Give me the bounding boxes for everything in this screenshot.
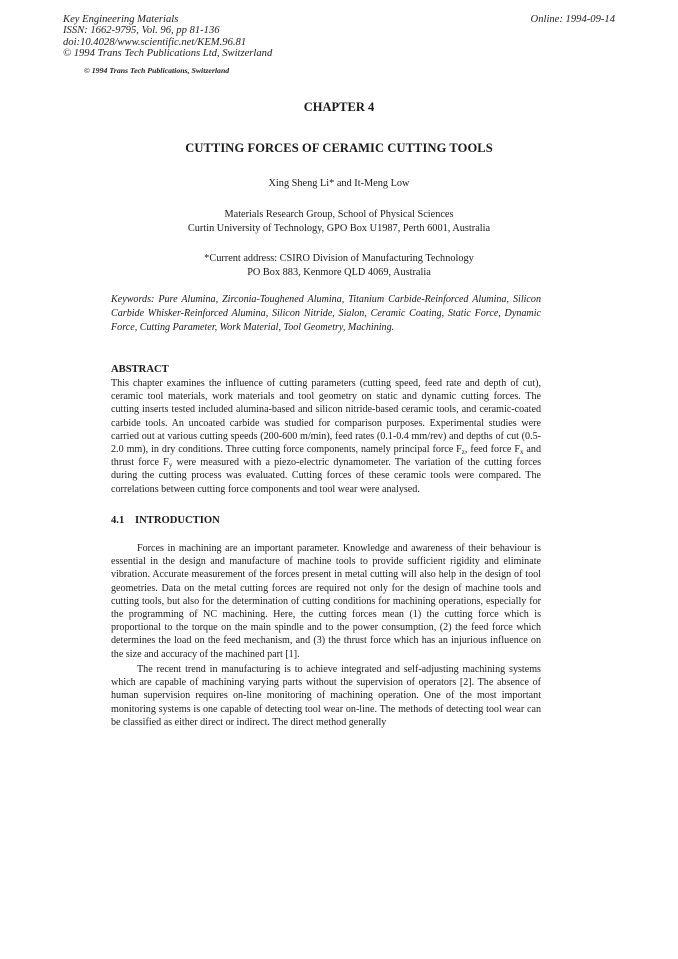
- abstract-text-d: were measured with a piezo-electric dynamometer. The variation of the cutting forces during the cutting process was evaluated. Cutting forces of these ceramic tools were compared. The correlations between cutting force components and tool wear were analysed.: [111, 457, 542, 495]
- current-address-line-1: *Current address: CSIRO Division of Manufacturing Technology: [204, 253, 474, 264]
- current-address-line-2: PO Box 883, Kenmore QLD 4069, Australia: [247, 267, 431, 278]
- introduction-paragraph-2: The recent trend in manufacturing is to achieve integrated and self-adjusting machining systems which are capable of machining varying parts without the supervision of operators [2]. The absence of human supervision requires on-line monitoring of machining operation. One of the most important monitoring systems is one capable of detecting tool wear on-line. The methods of detecting tool wear can be classified as either direct or indirect. The direct method generally: [111, 664, 541, 728]
- affiliation-line-2: Curtin University of Technology, GPO Box U1987, Perth 6001, Australia: [187, 223, 491, 234]
- copyright-line: © 1994 Trans Tech Publications Ltd, Switzerland: [63, 48, 273, 60]
- affiliation-line-1: Materials Research Group, School of Physical Sciences: [224, 209, 454, 220]
- abstract-body: [111, 377, 541, 496]
- keywords: Keywords: Pure Alumina, Zirconia-Toughened Alumina, Titanium Carbide-Reinforced Alumina, Silicon Carbide Whisker-Reinforced Alumina, Silicon Nitride, Sialon, Ceramic Coating, Static Force, Dynamic Force, Cutting Parameter, Work Material, Tool Geometry, Machining.: [111, 294, 541, 333]
- issn-line: ISSN: 1662-9795, Vol. 96, pp 81-136: [63, 25, 220, 37]
- introduction-heading: [111, 515, 220, 526]
- current-address: [0, 252, 678, 280]
- subscript-z: z: [461, 448, 465, 457]
- abstract-heading: ABSTRACT: [111, 364, 169, 375]
- journal-name: Key Engineering Materials: [63, 14, 179, 25]
- journal-header: [63, 14, 272, 60]
- abstract-text-b: , feed force F: [464, 444, 520, 456]
- subscript-x: x: [519, 448, 524, 457]
- subscript-y: y: [168, 461, 173, 470]
- chapter-heading: CHAPTER 4: [303, 100, 375, 114]
- paper-title: CUTTING FORCES OF CERAMIC CUTTING TOOLS: [185, 141, 493, 155]
- introduction-paragraph-1: Forces in machining are an important parameter. Knowledge and awareness of their behaviour is essential in the design and manufacture of machine tools to provide sufficient rigidity and eliminate vibration. Accurate measurement of the forces present in metal cutting will also help in the design of tool geometries. Data on the metal cutting forces are required not only for the design of machine tools and cutting tools, but also for the determination of cutting conditions for machining operations, especially for the programming of NC machining. Here, the cutting forces mean (1) the cutting force which is proportional to the torque on the main spindle and to the power consumption, (2) the feed force which determines the load on the feed mechanism, and (3) the thrust force which has an injurious influence on the size and accuracy of the machined part [1].: [111, 543, 541, 660]
- section-title: INTRODUCTION: [135, 515, 220, 526]
- section-number: 4.1: [111, 515, 125, 526]
- abstract-text-c: and thrust force F: [111, 444, 541, 469]
- abstract-text-a: This chapter examines the influence of cutting parameters (cutting speed, feed rate and depth of cut), ceramic tool materials, work materials and tool geometry on static and dynamic cutting forces. The cutting inserts tested included alumina-based and silicon nitride-based ceramic tools, and ceramic-coated carbide tools. An uncoated carbide was studied for comparison purposes. Experimental studies were carried out at various cutting speeds (200-600 m/min), feed rates (0.1-0.4 mm/rev) and depths of cut (0.5-2.0 mm), in dry conditions. Three cutting force components, namely principal force F: [111, 378, 541, 456]
- affiliation: [0, 208, 678, 236]
- copyright-stamp: © 1994 Trans Tech Publications, Switzerland: [84, 66, 230, 75]
- author-list: Xing Sheng Li* and It-Meng Low: [268, 178, 410, 189]
- online-date: Online: 1994-09-14: [530, 14, 615, 25]
- doi-link[interactable]: doi:10.4028/www.scientific.net/KEM.96.81: [63, 36, 247, 48]
